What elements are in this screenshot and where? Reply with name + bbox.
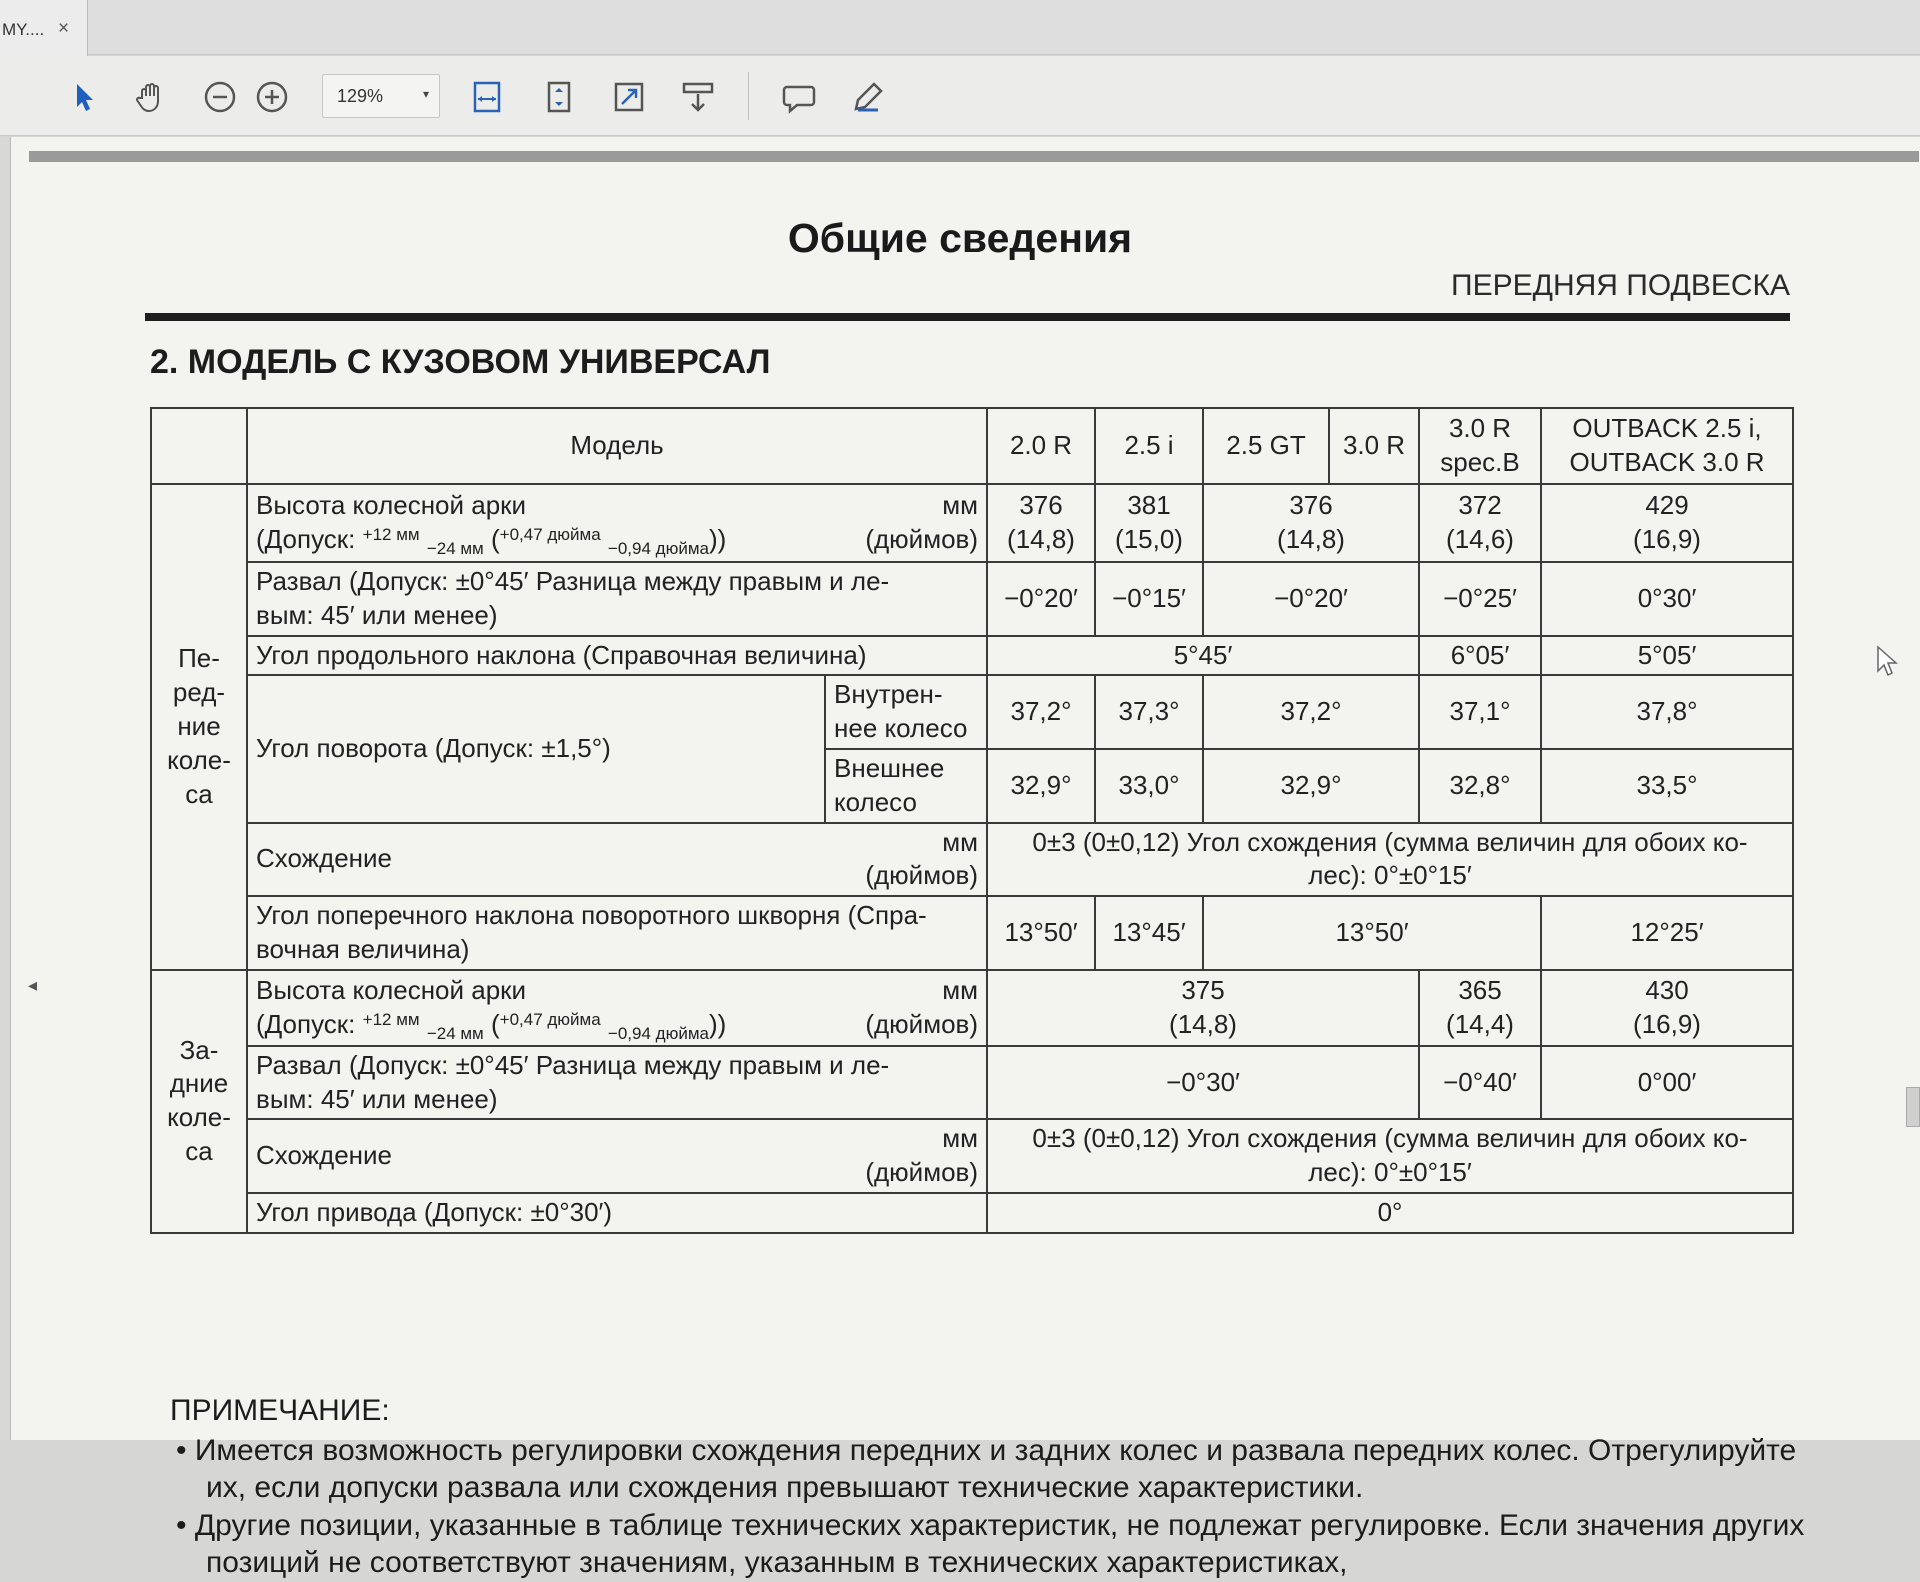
document-viewport[interactable] — [0, 137, 1920, 1579]
table-cell: 37,2° — [987, 675, 1095, 749]
scroll-mode-button[interactable] — [677, 76, 719, 118]
table-cell: 5°45′ — [987, 636, 1419, 676]
row-label: Развал (Допуск: ±0°45′ Разница между правым и ле- вым: 45′ или менее) — [247, 562, 987, 636]
unit-label: мм (дюймов) — [865, 490, 979, 554]
tol-plus-in: +0,47 дюйма — [499, 1009, 601, 1029]
page-top-rule — [29, 151, 1919, 162]
table-cell: 32,8° — [1419, 749, 1541, 823]
table-cell: 13°50′ — [987, 896, 1095, 970]
scrollbar-handle[interactable] — [1906, 1087, 1920, 1127]
table-cell: −0°40′ — [1419, 1046, 1541, 1120]
toolbar — [0, 56, 1920, 136]
tol-paren: ( — [483, 524, 500, 554]
tol-prefix: (Допуск: — [256, 524, 363, 554]
toolbar-separator — [748, 72, 749, 120]
table-corner-cell — [151, 408, 247, 484]
table-cell: 381 (15,0) — [1095, 484, 1203, 562]
zoom-out-icon — [202, 79, 238, 115]
model-header-cell: OUTBACK 2.5 i, OUTBACK 3.0 R — [1541, 408, 1793, 484]
unit-label: мм (дюймов) — [865, 1123, 979, 1188]
collapse-panel-arrow-icon[interactable]: ◂ — [28, 975, 38, 995]
table-cell: 376 (14,8) — [987, 484, 1095, 562]
fit-page-icon — [541, 79, 577, 115]
tol-paren: ( — [483, 1008, 500, 1039]
mouse-cursor-icon — [1876, 645, 1900, 679]
table-cell: 429 (16,9) — [1541, 484, 1793, 562]
table-cell: 365 (14,4) — [1419, 970, 1541, 1046]
table-cell: 376 (14,8) — [1203, 484, 1419, 562]
table-cell: 0±3 (0±0,12) Угол схождения (сумма величин для обоих ко- лес): 0°±0°15′ — [987, 823, 1793, 897]
table-cell: −0°20′ — [1203, 562, 1419, 636]
table-cell: 32,9° — [1203, 749, 1419, 823]
scroll-icon — [680, 79, 716, 115]
table-cell: 0°00′ — [1541, 1046, 1793, 1120]
zoom-value: 129% — [337, 86, 384, 106]
toe-label: Схождение — [256, 843, 393, 874]
row-label — [247, 1119, 987, 1193]
table-cell: 37,8° — [1541, 675, 1793, 749]
pointer-icon — [67, 79, 103, 115]
table-cell: 0°30′ — [1541, 562, 1793, 636]
tol-close: )) — [708, 1008, 727, 1039]
table-row — [151, 636, 1793, 676]
table-cell: 0° — [987, 1193, 1793, 1233]
table-cell: 37,3° — [1095, 675, 1203, 749]
row-label — [247, 484, 987, 562]
tol-plus-in: +0,47 дюйма — [499, 525, 601, 544]
unit-label: мм (дюймов) — [865, 974, 979, 1039]
sub-row-label: Внешнее колесо — [825, 749, 987, 823]
zoom-select[interactable] — [322, 74, 440, 118]
expand-icon — [611, 79, 647, 115]
tol-prefix: (Допуск: — [256, 1008, 363, 1039]
fit-width-button[interactable] — [466, 76, 508, 118]
tol-plus-mm: +12 мм — [362, 1009, 420, 1029]
unit-label: мм (дюймов) — [865, 826, 979, 891]
row-label — [247, 970, 987, 1046]
table-cell: 372 (14,6) — [1419, 484, 1541, 562]
table-cell: −0°20′ — [987, 562, 1095, 636]
model-header-cell: 3.0 R — [1329, 408, 1419, 484]
fit-page-button[interactable] — [538, 76, 580, 118]
row-label: Угол поворота (Допуск: ±1,5°) — [247, 675, 825, 822]
table-cell: 37,1° — [1419, 675, 1541, 749]
page-title: Общие сведения — [787, 215, 1133, 261]
row-label: Развал (Допуск: ±0°45′ Разница между правым и ле- вым: 45′ или менее) — [247, 1046, 987, 1120]
comment-icon — [781, 79, 817, 115]
model-header-cell: 2.0 R — [987, 408, 1095, 484]
select-tool-button[interactable] — [64, 76, 106, 118]
table-cell: −0°15′ — [1095, 562, 1203, 636]
table-row — [151, 823, 1793, 897]
front-wheels-group: Пе- ред- ние коле- са — [151, 484, 247, 970]
model-header-cell: 3.0 R spec.B — [1419, 408, 1541, 484]
arch-label: Высота колесной арки — [256, 490, 527, 521]
note-item: • Имеется возможность регулировки схождения передних и задних колес и развала передних колес. Отрегулируйте их, если допуски развала или схождения превышают технические характеристики. — [176, 1433, 1797, 1504]
table-row — [151, 1119, 1793, 1193]
row-label — [247, 823, 987, 897]
spec-table — [150, 407, 1794, 1234]
table-cell: 33,0° — [1095, 749, 1203, 823]
model-header-cell: 2.5 i — [1095, 408, 1203, 484]
tol-close: )) — [708, 524, 727, 554]
tol-plus-mm: +12 мм — [362, 525, 420, 544]
arch-label: Высота колесной арки — [256, 974, 527, 1005]
table-cell: 13°50′ — [1203, 896, 1541, 970]
full-screen-button[interactable] — [608, 76, 650, 118]
notes-section — [170, 1392, 1810, 1582]
section-heading: 2. МОДЕЛЬ С КУЗОВОМ УНИВЕРСАЛ — [150, 343, 771, 381]
zoom-in-icon — [254, 79, 290, 115]
notes-header: ПРИМЕЧАНИЕ: — [170, 1394, 390, 1427]
table-cell: −0°30′ — [987, 1046, 1419, 1120]
toe-label: Схождение — [256, 1140, 393, 1171]
comment-button[interactable] — [778, 76, 820, 118]
zoom-out-button[interactable] — [199, 76, 241, 118]
table-cell: 37,2° — [1203, 675, 1419, 749]
table-row — [151, 896, 1793, 970]
close-icon[interactable]: × — [58, 18, 70, 39]
fit-width-icon — [469, 79, 505, 115]
tol-minus-mm: −24 мм — [426, 1023, 484, 1043]
table-row — [151, 562, 1793, 636]
row-label: Угол привода (Допуск: ±0°30′) — [247, 1193, 987, 1233]
row-label: Угол продольного наклона (Справочная величина) — [247, 636, 987, 676]
chevron-down-icon: ▾ — [422, 87, 429, 101]
table-cell: 5°05′ — [1541, 636, 1793, 676]
table-header-row — [151, 408, 1793, 484]
note-item: • Другие позиции, указанные в таблице технических характеристик, не подлежат регулировке. Если значения других позиций не соответствуют значениям, указанным в технических характеристиках, — [176, 1508, 1805, 1579]
table-row — [151, 1193, 1793, 1233]
pen-icon — [850, 79, 886, 115]
table-cell: 32,9° — [987, 749, 1095, 823]
table-cell: 6°05′ — [1419, 636, 1541, 676]
table-row — [151, 1046, 1793, 1120]
tab-title: MY.... — [2, 20, 45, 39]
tol-minus-in: −0,94 дюйма — [607, 1023, 709, 1043]
zoom-in-button[interactable] — [251, 76, 293, 118]
table-cell: 13°45′ — [1095, 896, 1203, 970]
hand-icon — [133, 79, 169, 115]
row-label: Угол поперечного наклона поворотного шкворня (Спра- вочная величина) — [247, 896, 987, 970]
table-cell: −0°25′ — [1419, 562, 1541, 636]
highlight-button[interactable] — [847, 76, 889, 118]
sub-row-label: Внутрен- нее колесо — [825, 675, 987, 749]
divider — [145, 313, 1790, 321]
hand-tool-button[interactable] — [130, 76, 172, 118]
rear-wheels-group: За- дние коле- са — [151, 970, 247, 1233]
tol-minus-mm: −24 мм — [426, 539, 484, 558]
table-cell: 0±3 (0±0,12) Угол схождения (сумма величин для обоих ко- лес): 0°±0°15′ — [987, 1119, 1793, 1193]
table-row — [151, 675, 1793, 749]
table-cell: 33,5° — [1541, 749, 1793, 823]
tol-minus-in: −0,94 дюйма — [607, 539, 709, 558]
document-tab[interactable] — [0, 0, 88, 58]
tab-strip — [0, 0, 1920, 55]
table-cell: 430 (16,9) — [1541, 970, 1793, 1046]
table-cell: 375 (14,8) — [987, 970, 1419, 1046]
model-header-cell: 2.5 GT — [1203, 408, 1329, 484]
section-label: ПЕРЕДНЯЯ ПОДВЕСКА — [1451, 269, 1790, 302]
table-cell: 12°25′ — [1541, 896, 1793, 970]
model-header: Модель — [247, 408, 987, 484]
table-row — [151, 970, 1793, 1046]
table-row — [151, 484, 1793, 562]
